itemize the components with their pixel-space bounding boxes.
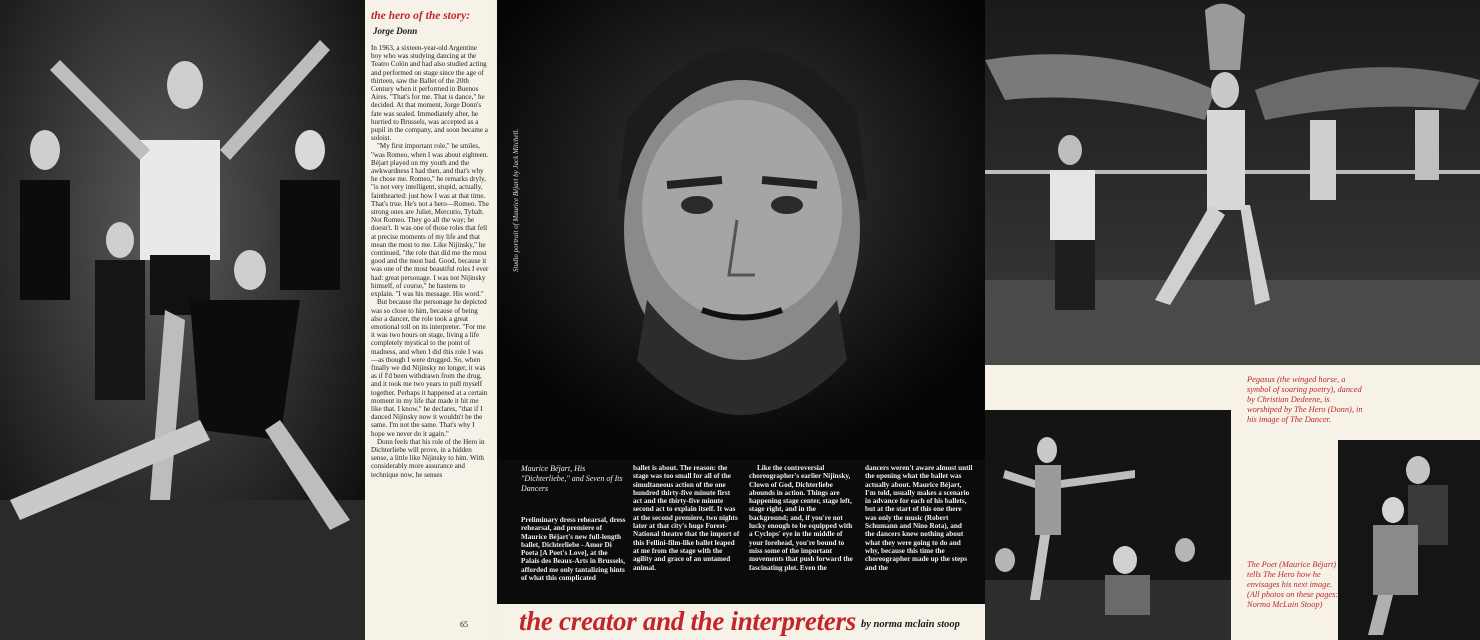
hero-paragraph: But because the personage he depicted was so close to him, because of being also a dancer, the role took a great emotional toll on its interpreter. "For me it was two hours on stage, living a life completely mystical to the point of madness, and when I did this role I was—as though I were drugged. So, when finally we did Nijinsky no longer, it was as if I'd been withdrawn from the drug, and it took me two years to pull myself together. Perhaps it happened at a certain moment in my life that made it hit me like that. I know," he declares, "that if I danced Nijinsky now it wouldn't be the same. I'm not the same. That's why I hope we never do it again." (371, 298, 488, 438)
article-column-1 (521, 516, 627, 582)
hero-heading: the hero of the story: (371, 10, 471, 22)
hero-paragraph: "My first important role," he smiles, "was Romeo, when I was about eighteen. Béjart played on my youth and the awkwardness I had then, and that's why he chose me. Romeo," he remarks dryly, "is not very intelligent, stupid, actually, fainthearted: just how I was at that time. That's true. He's not a hero—Romeo. The strong ones are Juliet, Mercutio, Tybalt. Not Romeo. They go all the way; he doesn't. It was one of those roles that fell at precise moments of my life and that mean the most to me. Like Nijinsky," he continued, "the role that did me the most good and the most bad. Good, because it was one of the most beautiful roles I ever had: great personage. I was not Nijinsky himself, of course," he hastens to explain. "I was his message. His word." (371, 142, 489, 299)
pegasus-stage-photo (985, 0, 1480, 365)
bejart-portrait-photo (497, 0, 985, 460)
hero-story-column (365, 0, 495, 640)
center-text-panel (497, 460, 985, 610)
hero-body (371, 44, 489, 479)
article-column-3 (749, 464, 857, 572)
page-number: 65 (460, 620, 468, 629)
article-column-4 (865, 464, 973, 572)
article-col3-text: Like the controversial choreographer's earlier Nijinsky, Clown of God, Dichterliebe abounds in action. Things are happening stage center, stage left, stage right, and in the background; and, if you're not lucky enough to be equipped with a Cyclops' eye in the middle of your forehead, you're bound to miss some of the important movements that push forward the fascinating plot. Even the (749, 464, 853, 572)
pegasus-caption: Pegasus (the winged horse, a symbol of soaring poetry), danced by Christian Dedeene, is worshiped by The Hero (Donn), in his image of The Dancer. (1247, 375, 1363, 424)
title-band (497, 604, 985, 640)
spacer (985, 365, 1231, 410)
hero-paragraph: In 1963, a sixteen-year-old Argentine boy who was studying dancing at the Teatro Colón and had also studied acting and performed on stage since the age of thirteen, saw the Ballet of the 20th Century when it performed in Buenos Aires. "That's for me. That is dance," he decided. At that moment, Jorge Donn's fate was sealed. Immediately after, he hurried to Brussels, was accepted as a pupil in the company, and soon became a soloist. (371, 44, 488, 143)
article-column-2 (633, 464, 741, 572)
photo-credit: Studio portrait of Maurice Béjart by Jack Mitchell. (512, 128, 520, 272)
byline: by norma mclain stoop (861, 619, 960, 630)
hero-subheading: Jorge Donn (373, 26, 418, 36)
hero-stage-photo (985, 410, 1231, 640)
article-col2-text: ballet is about. The reason: the stage was too small for all of the simultaneous action of the one hundred thirty-five minute first act and the thirty-five minute second act to explain itself. It was at the second premiere, two nights later at that city's huge Forest-National theatre that the import of this Fellini-film-like ballet leaped at me from the stage with the agility and grace of an untamed animal. (633, 464, 740, 572)
poet-caption: The Poet (Maurice Béjart) tells The Hero how he envisages his next image. (All photos on these pages: Norma McLain Stoop) (1247, 560, 1339, 609)
center-caption: Maurice Béjart, His "Dichterliebe," and Seven of Its Dancers (521, 464, 623, 493)
article-title: the creator and the interpreters (519, 606, 856, 636)
article-col4-text: dancers weren't aware almost until the opening what the ballet was actually about. Maurice Béjart, I'm told, usually makes a scenario in advance for each of his ballets, but at the start of this one there was only the music (Robert Schumann and Nino Rota), and the dancers knew nothing about what they were going to do and why, because this time the choreographer made up the steps and the (865, 464, 973, 572)
dancers-ensemble-photo (0, 0, 365, 640)
poet-and-hero-photo (1338, 440, 1480, 640)
article-col1-text: Preliminary dress rehearsal, dress rehearsal, and premiere of Maurice Béjart's new full-length ballet, Dichterliebe - Amor Di Poeta [A Poet's Love], at the Palais des Beaux-Arts in Brussels, afforded me only tantalizing hints of what this complicated (521, 516, 626, 583)
hero-paragraph: Donn feels that his role of the Hero in Dichterliebe will prove, in a hidden sense, a little like Nijinsky to him. With considerably more assurance and technique now, he senses (371, 437, 485, 479)
